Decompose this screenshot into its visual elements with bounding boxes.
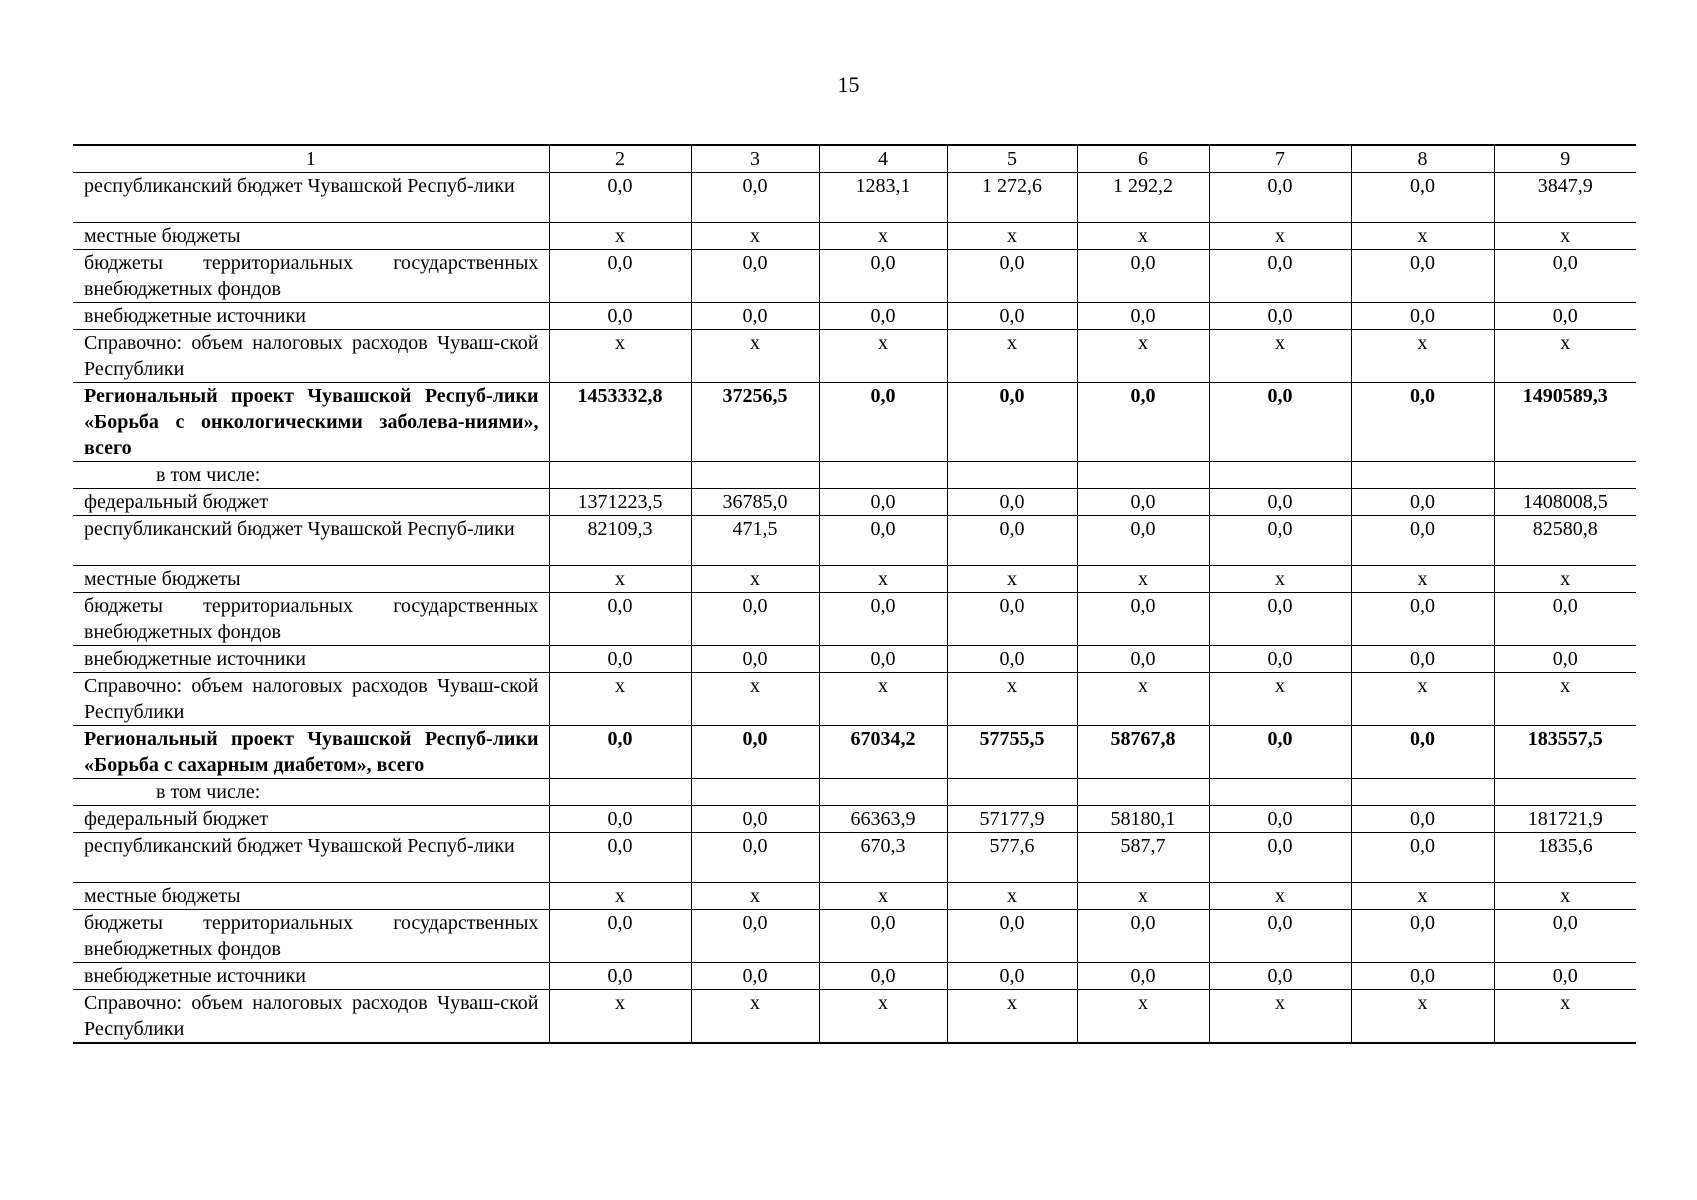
table-row (73, 173, 1636, 223)
project-total-row (73, 383, 1636, 462)
column-number-cell: 1 (73, 145, 549, 173)
row-label: федеральный бюджет (73, 489, 549, 516)
table-row (73, 566, 1636, 593)
value-cell: х (549, 330, 691, 383)
row-label: внебюджетные источники (73, 963, 549, 990)
table-row (73, 673, 1636, 726)
value-cell: 0,0 (1209, 833, 1351, 883)
row-label: республиканский бюджет Чувашской Респуб-лики (73, 173, 549, 223)
value-cell: 3847,9 (1494, 173, 1636, 223)
column-number-cell: 8 (1351, 145, 1494, 173)
table-row (73, 963, 1636, 990)
subheading-row (73, 462, 1636, 489)
value-cell: 0,0 (819, 250, 947, 303)
row-label: местные бюджеты (73, 223, 549, 250)
value-cell: х (1351, 990, 1494, 1044)
value-cell: 58180,1 (1077, 806, 1209, 833)
value-cell: 0,0 (1077, 383, 1209, 462)
value-cell: х (1209, 223, 1351, 250)
table-row (73, 303, 1636, 330)
value-cell: х (691, 330, 819, 383)
value-cell: 0,0 (1209, 806, 1351, 833)
value-cell: х (691, 566, 819, 593)
value-cell: х (1209, 673, 1351, 726)
table-row (73, 883, 1636, 910)
value-cell: х (819, 883, 947, 910)
value-cell (549, 779, 691, 806)
value-cell: 0,0 (549, 806, 691, 833)
column-number-row (73, 145, 1636, 173)
value-cell: 0,0 (1209, 383, 1351, 462)
value-cell: 0,0 (1494, 646, 1636, 673)
value-cell: х (1077, 330, 1209, 383)
value-cell: х (1351, 883, 1494, 910)
value-cell: 0,0 (1209, 963, 1351, 990)
value-cell: х (549, 883, 691, 910)
value-cell: х (1494, 223, 1636, 250)
value-cell: 0,0 (1494, 303, 1636, 330)
table-row (73, 990, 1636, 1044)
value-cell: 577,6 (947, 833, 1077, 883)
value-cell: 670,3 (819, 833, 947, 883)
value-cell: х (819, 566, 947, 593)
value-cell: х (549, 566, 691, 593)
value-cell: 0,0 (1077, 593, 1209, 646)
row-label: бюджеты территориальных государственных внебюджетных фондов (73, 593, 549, 646)
column-number-cell: 5 (947, 145, 1077, 173)
value-cell: х (1077, 990, 1209, 1044)
value-cell: 0,0 (691, 303, 819, 330)
value-cell: 82109,3 (549, 516, 691, 566)
value-cell: 36785,0 (691, 489, 819, 516)
value-cell: 0,0 (1077, 250, 1209, 303)
value-cell: х (819, 330, 947, 383)
value-cell (819, 462, 947, 489)
value-cell: 0,0 (1209, 489, 1351, 516)
value-cell (947, 779, 1077, 806)
column-number-cell: 4 (819, 145, 947, 173)
value-cell: 0,0 (1351, 250, 1494, 303)
value-cell: х (947, 566, 1077, 593)
value-cell: х (947, 330, 1077, 383)
value-cell: 66363,9 (819, 806, 947, 833)
value-cell: 1371223,5 (549, 489, 691, 516)
table-row (73, 489, 1636, 516)
value-cell (947, 462, 1077, 489)
value-cell: х (1494, 883, 1636, 910)
row-label: местные бюджеты (73, 566, 549, 593)
value-cell: х (1077, 566, 1209, 593)
value-cell: 0,0 (819, 910, 947, 963)
column-number-cell: 2 (549, 145, 691, 173)
value-cell: х (1209, 990, 1351, 1044)
table-row (73, 250, 1636, 303)
value-cell: х (691, 223, 819, 250)
value-cell: 82580,8 (1494, 516, 1636, 566)
page-number: 15 (837, 72, 860, 97)
value-cell: х (1494, 990, 1636, 1044)
value-cell: 0,0 (947, 963, 1077, 990)
value-cell: 0,0 (947, 489, 1077, 516)
row-label: внебюджетные источники (73, 303, 549, 330)
value-cell: 0,0 (1351, 726, 1494, 779)
value-cell: х (819, 673, 947, 726)
row-label: республиканский бюджет Чувашской Респуб-лики (73, 833, 549, 883)
value-cell: 0,0 (1351, 963, 1494, 990)
value-cell: х (691, 673, 819, 726)
value-cell: х (1209, 330, 1351, 383)
value-cell: 0,0 (819, 303, 947, 330)
table-row (73, 516, 1636, 566)
value-cell: 0,0 (691, 646, 819, 673)
value-cell: 0,0 (1351, 489, 1494, 516)
value-cell: х (1351, 330, 1494, 383)
value-cell: х (819, 990, 947, 1044)
value-cell: х (947, 883, 1077, 910)
value-cell: 0,0 (549, 910, 691, 963)
value-cell: 58767,8 (1077, 726, 1209, 779)
value-cell: 0,0 (1494, 593, 1636, 646)
value-cell: 0,0 (691, 806, 819, 833)
row-label: федеральный бюджет (73, 806, 549, 833)
value-cell: 0,0 (1209, 646, 1351, 673)
subheading-row (73, 779, 1636, 806)
value-cell: 1453332,8 (549, 383, 691, 462)
value-cell (691, 462, 819, 489)
value-cell: 0,0 (1209, 173, 1351, 223)
value-cell: 0,0 (691, 910, 819, 963)
table-row (73, 646, 1636, 673)
value-cell (1494, 779, 1636, 806)
column-number-cell: 6 (1077, 145, 1209, 173)
value-cell: 0,0 (1494, 963, 1636, 990)
value-cell: х (1494, 330, 1636, 383)
value-cell: 0,0 (1351, 383, 1494, 462)
value-cell: 0,0 (947, 250, 1077, 303)
row-label: Справочно: объем налоговых расходов Чуваш-ской Республики (73, 673, 549, 726)
value-cell: 0,0 (1077, 910, 1209, 963)
row-label: местные бюджеты (73, 883, 549, 910)
value-cell: 0,0 (947, 593, 1077, 646)
value-cell: 0,0 (819, 646, 947, 673)
value-cell: х (549, 223, 691, 250)
value-cell: 0,0 (1351, 303, 1494, 330)
value-cell: 0,0 (549, 250, 691, 303)
value-cell: 1 272,6 (947, 173, 1077, 223)
value-cell: 0,0 (819, 383, 947, 462)
value-cell: 0,0 (819, 593, 947, 646)
value-cell: х (691, 990, 819, 1044)
value-cell: 0,0 (947, 383, 1077, 462)
row-label: в том числе: (73, 779, 549, 806)
value-cell: 1408008,5 (1494, 489, 1636, 516)
value-cell: 0,0 (1494, 910, 1636, 963)
value-cell: 0,0 (691, 833, 819, 883)
value-cell (1351, 462, 1494, 489)
value-cell: 0,0 (947, 303, 1077, 330)
value-cell (1077, 779, 1209, 806)
value-cell: 0,0 (819, 516, 947, 566)
value-cell: 0,0 (1077, 489, 1209, 516)
value-cell: х (549, 673, 691, 726)
value-cell: х (549, 990, 691, 1044)
value-cell: х (1494, 673, 1636, 726)
value-cell: 0,0 (549, 833, 691, 883)
value-cell: х (1209, 566, 1351, 593)
value-cell: х (947, 223, 1077, 250)
column-number-cell: 3 (691, 145, 819, 173)
value-cell: 1835,6 (1494, 833, 1636, 883)
value-cell: х (691, 883, 819, 910)
row-label: бюджеты территориальных государственных внебюджетных фондов (73, 910, 549, 963)
value-cell: х (1351, 673, 1494, 726)
row-label: бюджеты территориальных государственных внебюджетных фондов (73, 250, 549, 303)
value-cell (1209, 779, 1351, 806)
table-row (73, 223, 1636, 250)
table-row (73, 330, 1636, 383)
value-cell: 57177,9 (947, 806, 1077, 833)
value-cell: 0,0 (1077, 303, 1209, 330)
value-cell: х (1077, 883, 1209, 910)
value-cell: 0,0 (1351, 806, 1494, 833)
row-label: республиканский бюджет Чувашской Респуб-лики (73, 516, 549, 566)
value-cell: 0,0 (691, 173, 819, 223)
value-cell: 0,0 (691, 250, 819, 303)
value-cell: 0,0 (549, 646, 691, 673)
value-cell: 0,0 (1351, 593, 1494, 646)
value-cell: 0,0 (1209, 910, 1351, 963)
value-cell: 0,0 (947, 646, 1077, 673)
value-cell (691, 779, 819, 806)
value-cell: 0,0 (549, 726, 691, 779)
value-cell: 1 292,2 (1077, 173, 1209, 223)
value-cell (1077, 462, 1209, 489)
value-cell: 471,5 (691, 516, 819, 566)
table-row (73, 593, 1636, 646)
value-cell: 0,0 (1351, 646, 1494, 673)
value-cell: 0,0 (549, 303, 691, 330)
row-label: внебюджетные источники (73, 646, 549, 673)
value-cell: х (1077, 673, 1209, 726)
value-cell: х (1494, 566, 1636, 593)
value-cell: х (947, 990, 1077, 1044)
value-cell: 0,0 (1351, 516, 1494, 566)
value-cell: х (1209, 883, 1351, 910)
value-cell: 0,0 (1209, 516, 1351, 566)
value-cell: 0,0 (1209, 303, 1351, 330)
row-label: Региональный проект Чувашской Респуб-лики «Борьба с онкологическими заболева-ниями», всего (73, 383, 549, 462)
value-cell: 37256,5 (691, 383, 819, 462)
column-number-cell: 9 (1494, 145, 1636, 173)
budget-table (73, 144, 1636, 1044)
value-cell: 67034,2 (819, 726, 947, 779)
value-cell: 0,0 (947, 910, 1077, 963)
row-label: Справочно: объем налоговых расходов Чуваш-ской Республики (73, 330, 549, 383)
value-cell: 0,0 (1351, 173, 1494, 223)
value-cell: 0,0 (549, 593, 691, 646)
table-row (73, 833, 1636, 883)
value-cell: 0,0 (1494, 250, 1636, 303)
value-cell: х (947, 673, 1077, 726)
value-cell: 0,0 (549, 173, 691, 223)
value-cell: 0,0 (819, 489, 947, 516)
value-cell: 0,0 (819, 963, 947, 990)
value-cell (549, 462, 691, 489)
value-cell: х (1077, 223, 1209, 250)
value-cell: 183557,5 (1494, 726, 1636, 779)
value-cell: 57755,5 (947, 726, 1077, 779)
value-cell: 0,0 (1209, 593, 1351, 646)
row-label: в том числе: (73, 462, 549, 489)
value-cell: х (1351, 566, 1494, 593)
value-cell: 0,0 (691, 593, 819, 646)
value-cell: 0,0 (1351, 833, 1494, 883)
row-label: Справочно: объем налоговых расходов Чуваш-ской Республики (73, 990, 549, 1044)
value-cell: 0,0 (691, 963, 819, 990)
value-cell: 1490589,3 (1494, 383, 1636, 462)
value-cell: 0,0 (691, 726, 819, 779)
value-cell (819, 779, 947, 806)
value-cell: 0,0 (1209, 250, 1351, 303)
value-cell: 0,0 (1077, 516, 1209, 566)
value-cell: 0,0 (549, 963, 691, 990)
value-cell: 587,7 (1077, 833, 1209, 883)
table-row (73, 910, 1636, 963)
value-cell: 0,0 (1351, 910, 1494, 963)
value-cell (1209, 462, 1351, 489)
value-cell: 181721,9 (1494, 806, 1636, 833)
value-cell: 0,0 (1077, 963, 1209, 990)
value-cell: 1283,1 (819, 173, 947, 223)
value-cell: 0,0 (947, 516, 1077, 566)
value-cell (1351, 779, 1494, 806)
project-total-row (73, 726, 1636, 779)
value-cell: 0,0 (1209, 726, 1351, 779)
value-cell: х (1351, 223, 1494, 250)
value-cell (1494, 462, 1636, 489)
value-cell: х (819, 223, 947, 250)
row-label: Региональный проект Чувашской Респуб-лики «Борьба с сахарным диабетом», всего (73, 726, 549, 779)
value-cell: 0,0 (1077, 646, 1209, 673)
column-number-cell: 7 (1209, 145, 1351, 173)
table-row (73, 806, 1636, 833)
